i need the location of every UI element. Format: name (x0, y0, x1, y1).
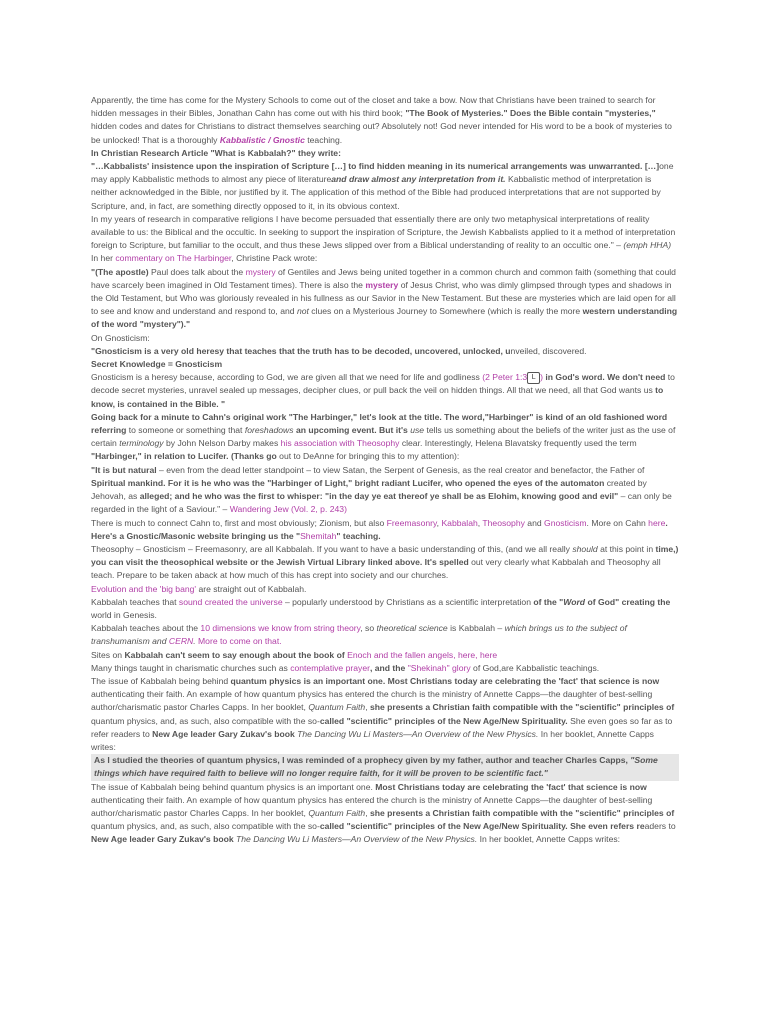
paragraph-blavatsky-quote: "It is but natural – even from the dead letter standpoint – to view Satan, the Serpent of Genesis, as the real creator and benefactor, the Father of Spiritual mankind. For it is he who was the "Harbinger of Light," bright radiant Lucifer, who opened the eyes of the automaton created by Jehovah, as alleged; and he who was the first to whisper: "in the day ye eat thereof ye shall be as Elohim, knowing good and evil" – can only be regarded in the light of a Saviour." – Wandering Jew (Vol. 2, p. 243) (91, 464, 672, 515)
link-cern[interactable]: CERN (168, 636, 194, 647)
paragraph-cri-quote-2: In my years of research in comparative religions I have become persuaded that essentially there are only two metaphysical interpretations of reality available to us: the Biblical and the occultic. In seeking to support the inspiration of Scripture, the Jewish Kabbalists applied to it a method of interpretation foreign to Scripture, but familiar to the occult, and thus these Jews slipped over from a Biblical understanding of reality to an occultic one." – (emph HHA) (91, 213, 676, 251)
paragraph-charismatic: Many things taught in charismatic churches such as contemplative prayer, and the "Shekinah" glory of God,are Kabbalistic teachings. (91, 662, 600, 673)
paragraph-enoch: Sites on Kabbalah can't seem to say enough about the book of Enoch and the fallen angels, here, here (91, 649, 498, 660)
paragraph-pack-quote: "(The apostle) Paul does talk about the mystery of Gentiles and Jews being united together in a common church and common faith (something that could have scarcely been imagined in Old Testament times). There is also the mystery of Jesus Christ, who was dimly glimpsed through types and shadows in the Old Testament, but Who was gloriously revealed in his fullness as our Savior in the New Testament. But these are mysteries which are laid open for all to see and know and understand and respond to, and not clues on a Mysterious Journey to Somewhere (which is really the more western understanding of the word "mystery")." (91, 266, 678, 330)
article-body (91, 94, 679, 847)
link-cahn-here[interactable]: here (648, 517, 666, 528)
link-mystery[interactable]: mystery (245, 266, 279, 277)
link-kabbalah[interactable]: Kabbalah (441, 517, 478, 528)
paragraph-gnosticism-heresy: Gnosticism is a heresy because, according to God, we are given all that we need for life and godliness (2 Peter 1:3 L ) in God's word. We don't need to decode secret mysteries, unravel sealed up messages, decipher clues, or pull back the veil on hidden things. All that we need, all that God wants us to know, is contained in the Bible. " (91, 372, 675, 409)
paragraph-on-gnosticism: On Gnosticism: (91, 332, 150, 343)
blockquote-capps: As I studied the theories of quantum physics, I was reminded of a prophecy given by my father, author and teacher Charles Capps, "Some things which have required faith to believe will no longer require faith, for it will be proven to be scientific fact." (91, 754, 679, 780)
paragraph-quantum-2: The issue of Kabbalah being behind quantum physics is an important one. Most Christians today are celebrating the 'fact' that science is now authenticating their faith. An example of how quantum physics has entered the church is the ministry of Annette Capps—the daughter of best-selling author/charismatic pastor Charles Capps. In her booklet, Quantum Faith, she presents a Christian faith compatible with the "scientific" principles of quantum physics, and, as such, also compatible with the so-called "scientific" principles of the New Age/New Spirituality. She even refers readers to New Age leader Gary Zukav's book The Dancing Wu Li Masters—An Overview of the New Physics. In her booklet, Annette Capps writes: (91, 781, 676, 845)
paragraph-sound-universe: Kabbalah teaches that sound created the universe – popularly understood by Christians as a scientific interpretation of the "Word of God" creating the world in Genesis. (91, 596, 671, 620)
link-commentary-harbinger[interactable]: commentary on The Harbinger (115, 253, 232, 264)
link-more-to-come[interactable]: More to come on that. (198, 636, 282, 647)
link-10-dimensions[interactable]: 10 dimensions we know from string theory (200, 623, 361, 634)
link-here-2[interactable]: here (479, 649, 498, 660)
link-kabbalistic-gnostic[interactable]: Kabbalistic / Gnostic (219, 134, 305, 145)
link-mystery-jesus[interactable]: mystery (365, 279, 399, 290)
link-contemplative-prayer[interactable]: contemplative prayer (290, 662, 370, 673)
link-enoch-fallen-angels[interactable]: Enoch and the fallen angels (347, 649, 454, 660)
heading-secret-knowledge: Secret Knowledge = Gnosticism (91, 359, 223, 370)
book-title-mention: "The Book of Mysteries." Does the Bible contain "mysteries," (405, 108, 656, 119)
link-darby-theosophy[interactable]: his association with Theosophy (280, 438, 400, 449)
paragraph-string-theory: Kabbalah teaches about the 10 dimensions we know from string theory, so theoretical science is Kabbalah – which brings us to the subject of transhumanism and CERN. More to come on that. (91, 623, 627, 647)
reference-tooltip-icon[interactable]: L (527, 372, 540, 384)
paragraph-theosophy: Theosophy – Gnosticism – Freemasonry, are all Kabbalah. If you want to have a basic understanding of this, (and we all really should at this point in time,) you can visit the theosophical website or the Jewish Virtual Library linked above. It's spelled out very clearly what Kabbalah and Theosophy all teach. Prepare to be taken aback at how much of this has crept into society and our churches. (91, 543, 679, 581)
link-freemasonry[interactable]: Freemasonry (386, 517, 437, 528)
paragraph-cri-intro: In Christian Research Article "What is Kabbalah?" they write: (91, 147, 341, 158)
link-2-peter-1-3[interactable]: (2 Peter 1:3 (482, 372, 528, 383)
link-wandering-jew[interactable]: Wandering Jew (Vol. 2, p. 243) (229, 504, 347, 515)
paragraph-connections: There is much to connect Cahn to, first and most obviously; Zionism, but also Freemasonry, Kabbalah, Theosophy and Gnosticism. More on Cahn here. Here's a Gnostic/Masonic website bringing us the "Shemitah" teaching. (91, 517, 668, 541)
link-theosophy[interactable]: Theosophy (482, 517, 525, 528)
link-here-1[interactable]: here (457, 649, 476, 660)
paragraph-intro: Apparently, the time has come for the Mystery Schools to come out of the closet and take a bow. Now that Christians have been trained to search for hidden messages in their Bibles, Jonathan Cahn has come out with his third book; "The Book of Mysteries." Does the Bible contain "mysteries," hidden codes and dates for Christians to distract themselves searching out? Absolutely not! God never intended for His word to be a book of mysteries to be unlocked! That is a thoroughly Kabbalistic / Gnostic teaching. (91, 95, 672, 145)
paragraph-gnosticism-definition: "Gnosticism is a very old heresy that teaches that the truth has to be decoded, uncovered, unlocked, unveiled, discovered. (91, 345, 587, 356)
link-shekinah-glory[interactable]: "Shekinah" glory (407, 662, 471, 673)
link-evolution-big-bang[interactable]: Evolution and the 'big bang' (91, 583, 197, 594)
link-gnosticism[interactable]: Gnosticism (544, 517, 587, 528)
paragraph-harbinger-title: Going back for a minute to Cahn's original work "The Harbinger," let's look at the title. The word,"Harbinger" is kind of an old fashioned word referring to someone or something that foreshadows an upcoming event. But it's use tells us something about the beliefs of the writer just as the use of certain terminology by John Nelson Darby makes his association with Theosophy clear. Interestingly, Helena Blavatsky frequently used the term "Harbinger," in relation to Lucifer. (Thanks go out to DeAnne for bringing this to my attention): (91, 411, 676, 462)
paragraph-quantum-1: The issue of Kabbalah being behind quantum physics is an important one. Most Christians today are celebrating the 'fact' that science is now authenticating their faith. An example of how quantum physics has entered the church is the ministry of Annette Capps—the daughter of best-selling author/charismatic pastor Charles Capps. In her booklet, Quantum Faith, she presents a Christian faith compatible with the "scientific" principles of quantum physics, and, as such, also compatible with the so-called "scientific" principles of the New Age/New Spirituality. She even goes so far as to refer readers to New Age leader Gary Zukav's book The Dancing Wu Li Masters—An Overview of the New Physics. In her booklet, Annette Capps writes: (91, 675, 675, 752)
paragraph-cri-quote-1: "…Kabbalists' insistence upon the inspiration of Scripture […] to find hidden meaning in its numerical arrangements was unwarranted. […]one may apply Kabbalistic methods to almost any piece of literatureand draw almost any interpretation from it. Kabbalistic method of interpretation is neither acknowledged in the Bible, nor justified by it. The application of this method of the Bible had produced interpretations that are not supported by Scripture, and, in fact, are something directly opposed to it, in its obvious context. (91, 161, 674, 211)
paragraph-evolution: Evolution and the 'big bang' are straight out of Kabbalah. (91, 583, 307, 594)
link-sound-created-universe[interactable]: sound created the universe (178, 596, 283, 607)
paragraph-harbinger-intro: In her commentary on The Harbinger, Christine Pack wrote: (91, 253, 318, 264)
link-shemitah[interactable]: Shemitah (300, 530, 337, 541)
